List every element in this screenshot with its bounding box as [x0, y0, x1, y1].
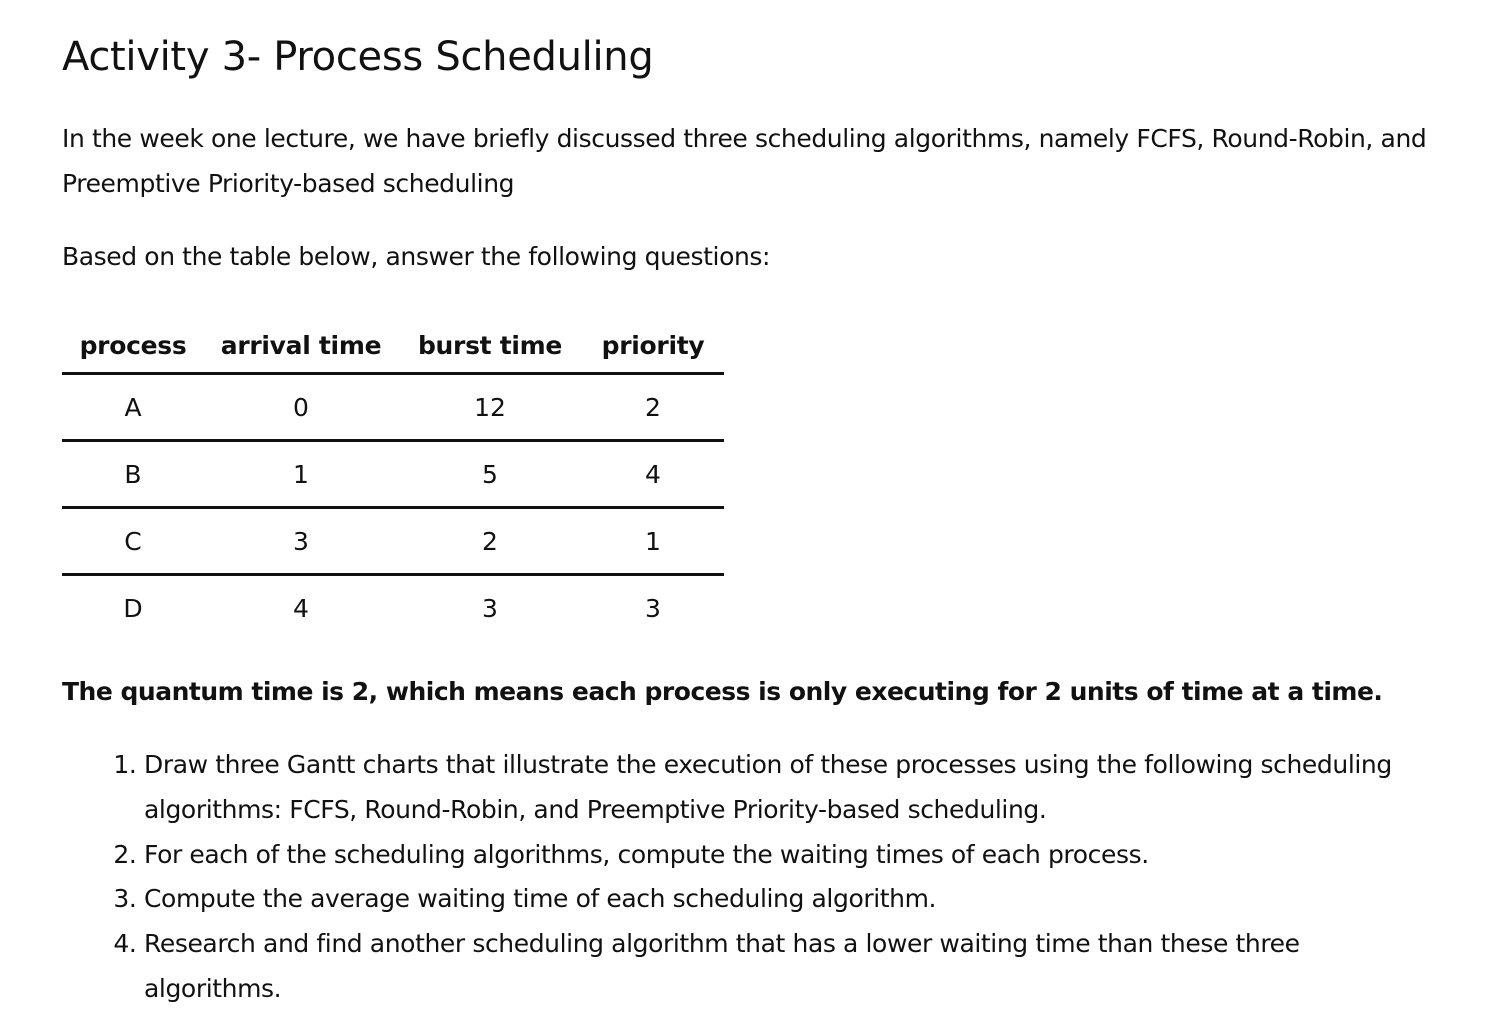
header-arrival-time: arrival time [204, 318, 398, 374]
header-process: process [62, 318, 204, 374]
cell-arrival-time: 4 [293, 593, 309, 623]
header-burst-time: burst time [398, 318, 582, 374]
cell-burst-time: 5 [398, 441, 582, 508]
header-priority: priority [582, 318, 724, 374]
list-item: 4. Research and find another scheduling algorithm that has a lower waiting time than these three algorithms. [144, 922, 1444, 1012]
cell-priority: 1 [582, 508, 724, 575]
quantum-note: The quantum time is 2, which means each process is only executing for 2 units of time at a time. [62, 677, 1383, 706]
process-table [62, 318, 724, 640]
table-row [62, 575, 724, 641]
cell-arrival-time: 1 [204, 441, 398, 508]
lead-paragraph: Based on the table below, answer the following questions: [62, 242, 771, 271]
cell-burst-time: 3 [482, 593, 498, 623]
cell-process: A [62, 374, 204, 441]
table-row [62, 441, 724, 508]
table-header-row [62, 318, 724, 374]
cell-priority: 4 [582, 441, 724, 508]
cell-arrival-time: 3 [204, 508, 398, 575]
page-title: Activity 3- Process Scheduling [62, 34, 654, 80]
cell-priority: 2 [582, 374, 724, 441]
list-item: 2. For each of the scheduling algorithms, compute the waiting times of each process. [144, 833, 1444, 878]
cell-burst-time: 2 [398, 508, 582, 575]
list-item: 3. Compute the average waiting time of each scheduling algorithm. [144, 877, 1444, 922]
cell-burst-time: 12 [398, 374, 582, 441]
question-list [62, 743, 1444, 1012]
intro-paragraph: In the week one lecture, we have briefly discussed three scheduling algorithms, namely FCFS, Round-Robin, and Preemptive Priority-based scheduling [62, 124, 1427, 198]
cell-process: B [62, 441, 204, 508]
cell-priority: 3 [645, 593, 661, 623]
cell-arrival-time: 0 [204, 374, 398, 441]
list-item: 1. Draw three Gantt charts that illustrate the execution of these processes using the following scheduling algorithms: FCFS, Round-Robin, and Preemptive Priority-based scheduling. [144, 743, 1444, 833]
table-row [62, 508, 724, 575]
table-row [62, 374, 724, 441]
cell-process: D [123, 593, 143, 623]
cell-process: C [62, 508, 204, 575]
